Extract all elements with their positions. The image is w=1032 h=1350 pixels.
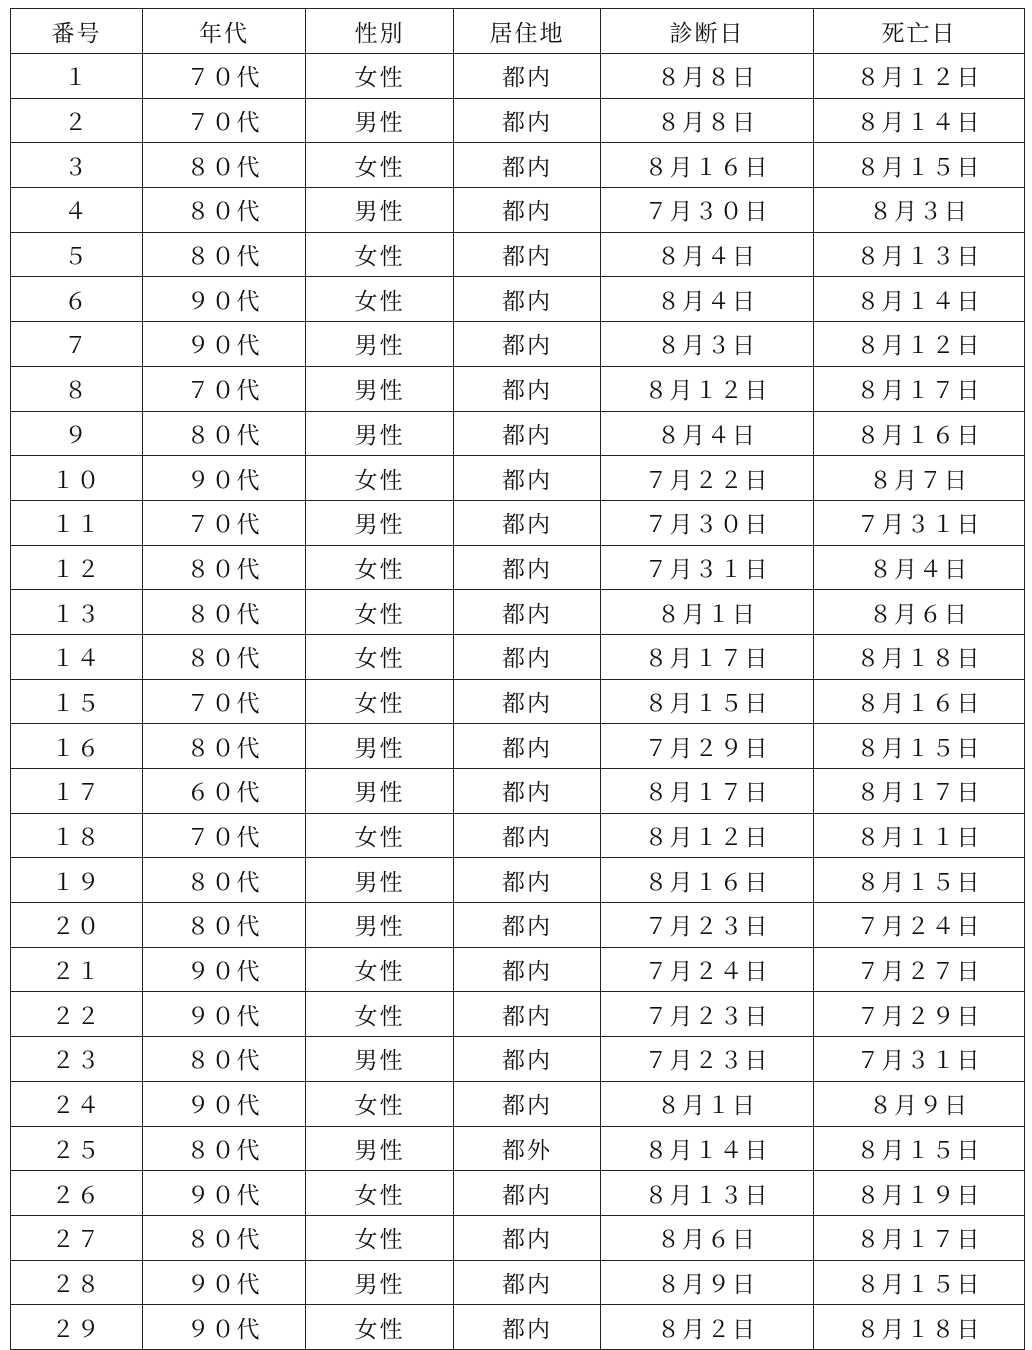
table-row: [11, 500, 1025, 545]
table-row: [11, 232, 1025, 277]
cell-diagnosis-date: ８月８日: [601, 54, 814, 99]
cell-sex: 女性: [306, 813, 454, 858]
cell-diagnosis-date: ８月１６日: [601, 143, 814, 188]
cell-death-date: ８月１７日: [814, 1215, 1025, 1260]
table-row: [11, 813, 1025, 858]
cell-diagnosis-date: ７月３０日: [601, 500, 814, 545]
cell-death-date: ８月１７日: [814, 366, 1025, 411]
cell-number: ２３: [11, 1037, 143, 1082]
cases-table: [10, 8, 1025, 1350]
cell-sex: 男性: [306, 858, 454, 903]
cell-death-date: ８月６日: [814, 590, 1025, 635]
cell-sex: 男性: [306, 903, 454, 948]
cell-diagnosis-date: ８月６日: [601, 1215, 814, 1260]
cell-number: １: [11, 54, 143, 99]
cell-diagnosis-date: ７月２４日: [601, 947, 814, 992]
cell-number: １４: [11, 634, 143, 679]
table-row: [11, 590, 1025, 635]
cell-number: １１: [11, 500, 143, 545]
header-residence: 居住地: [454, 9, 601, 54]
cell-diagnosis-date: ８月１３日: [601, 1171, 814, 1216]
cell-residence: 都内: [454, 500, 601, 545]
table-row: [11, 1171, 1025, 1216]
cell-age-group: ８０代: [143, 1037, 306, 1082]
table-row: [11, 456, 1025, 501]
cell-diagnosis-date: ８月８日: [601, 98, 814, 143]
cell-number: ３: [11, 143, 143, 188]
cell-residence: 都内: [454, 366, 601, 411]
cell-number: ２７: [11, 1215, 143, 1260]
cell-age-group: ９０代: [143, 992, 306, 1037]
cell-diagnosis-date: ８月１２日: [601, 366, 814, 411]
cell-diagnosis-date: ８月１４日: [601, 1126, 814, 1171]
cell-death-date: ８月１１日: [814, 813, 1025, 858]
table-row: [11, 992, 1025, 1037]
cell-age-group: ８０代: [143, 590, 306, 635]
header-death-date: 死亡日: [814, 9, 1025, 54]
cell-residence: 都内: [454, 143, 601, 188]
cell-residence: 都内: [454, 1171, 601, 1216]
table-row: [11, 1081, 1025, 1126]
cell-death-date: ７月２７日: [814, 947, 1025, 992]
cell-number: ４: [11, 188, 143, 233]
cell-death-date: ８月１２日: [814, 54, 1025, 99]
cell-residence: 都内: [454, 277, 601, 322]
cell-age-group: ９０代: [143, 1171, 306, 1216]
cell-age-group: ８０代: [143, 1126, 306, 1171]
table-body: [11, 54, 1025, 1350]
cell-sex: 男性: [306, 1126, 454, 1171]
cell-sex: 女性: [306, 679, 454, 724]
cell-diagnosis-date: ７月２３日: [601, 1037, 814, 1082]
cell-death-date: ８月３日: [814, 188, 1025, 233]
cell-sex: 男性: [306, 411, 454, 456]
cell-residence: 都内: [454, 590, 601, 635]
cell-sex: 女性: [306, 545, 454, 590]
cell-diagnosis-date: ８月１６日: [601, 858, 814, 903]
cell-age-group: ８０代: [143, 545, 306, 590]
table-row: [11, 54, 1025, 99]
cell-residence: 都内: [454, 98, 601, 143]
cell-residence: 都内: [454, 1305, 601, 1350]
cell-number: ６: [11, 277, 143, 322]
cell-death-date: ７月３１日: [814, 1037, 1025, 1082]
cell-sex: 男性: [306, 366, 454, 411]
cell-death-date: ８月４日: [814, 545, 1025, 590]
cell-number: １３: [11, 590, 143, 635]
cell-death-date: ８月１５日: [814, 1260, 1025, 1305]
cell-death-date: ８月１２日: [814, 322, 1025, 367]
table-row: [11, 322, 1025, 367]
cell-diagnosis-date: ７月２２日: [601, 456, 814, 501]
cell-age-group: ８０代: [143, 858, 306, 903]
header-sex: 性別: [306, 9, 454, 54]
cell-residence: 都内: [454, 903, 601, 948]
cell-sex: 男性: [306, 98, 454, 143]
cell-residence: 都内: [454, 1260, 601, 1305]
cell-age-group: ７０代: [143, 813, 306, 858]
cell-death-date: ８月１４日: [814, 277, 1025, 322]
header-row: [11, 9, 1025, 54]
cell-age-group: ８０代: [143, 411, 306, 456]
table-row: [11, 545, 1025, 590]
cell-sex: 男性: [306, 322, 454, 367]
cell-age-group: ７０代: [143, 366, 306, 411]
cell-age-group: ９０代: [143, 1260, 306, 1305]
cell-residence: 都内: [454, 947, 601, 992]
cell-age-group: ８０代: [143, 1215, 306, 1260]
cell-number: １９: [11, 858, 143, 903]
cell-number: １７: [11, 769, 143, 814]
cell-residence: 都内: [454, 1081, 601, 1126]
cell-death-date: ８月１７日: [814, 769, 1025, 814]
cell-diagnosis-date: ７月３０日: [601, 188, 814, 233]
cell-sex: 男性: [306, 724, 454, 769]
table-row: [11, 411, 1025, 456]
cell-residence: 都内: [454, 679, 601, 724]
table-row: [11, 1305, 1025, 1350]
cell-number: ８: [11, 366, 143, 411]
cell-death-date: ７月２４日: [814, 903, 1025, 948]
cell-number: ２４: [11, 1081, 143, 1126]
cell-death-date: ８月１８日: [814, 1305, 1025, 1350]
cell-number: ２９: [11, 1305, 143, 1350]
cell-age-group: ８０代: [143, 724, 306, 769]
cell-number: １０: [11, 456, 143, 501]
cell-sex: 女性: [306, 1081, 454, 1126]
cell-sex: 男性: [306, 1260, 454, 1305]
cell-diagnosis-date: ７月２９日: [601, 724, 814, 769]
cell-diagnosis-date: ８月３日: [601, 322, 814, 367]
cell-residence: 都内: [454, 411, 601, 456]
cell-age-group: ９０代: [143, 456, 306, 501]
cell-residence: 都内: [454, 456, 601, 501]
table-row: [11, 724, 1025, 769]
table-row: [11, 1260, 1025, 1305]
cell-age-group: ８０代: [143, 634, 306, 679]
cell-age-group: ７０代: [143, 500, 306, 545]
cell-residence: 都内: [454, 813, 601, 858]
cell-death-date: ７月３１日: [814, 500, 1025, 545]
cell-residence: 都内: [454, 545, 601, 590]
cell-number: ２０: [11, 903, 143, 948]
cell-number: １６: [11, 724, 143, 769]
cell-age-group: ９０代: [143, 277, 306, 322]
cases-table-container: [10, 8, 1025, 1350]
cell-death-date: ８月１５日: [814, 724, 1025, 769]
table-row: [11, 634, 1025, 679]
cell-sex: 女性: [306, 456, 454, 501]
cell-number: ９: [11, 411, 143, 456]
cell-diagnosis-date: ８月１７日: [601, 769, 814, 814]
cell-diagnosis-date: ８月９日: [601, 1260, 814, 1305]
table-row: [11, 143, 1025, 188]
cell-diagnosis-date: ８月４日: [601, 411, 814, 456]
cell-residence: 都内: [454, 634, 601, 679]
cell-number: ２６: [11, 1171, 143, 1216]
cell-residence: 都内: [454, 188, 601, 233]
cell-death-date: ８月１９日: [814, 1171, 1025, 1216]
cell-age-group: ８０代: [143, 188, 306, 233]
table-row: [11, 98, 1025, 143]
cell-number: ２: [11, 98, 143, 143]
cell-diagnosis-date: ７月３１日: [601, 545, 814, 590]
cell-age-group: ７０代: [143, 98, 306, 143]
cell-diagnosis-date: ８月１日: [601, 1081, 814, 1126]
cell-death-date: ８月１５日: [814, 858, 1025, 903]
cell-number: ２２: [11, 992, 143, 1037]
cell-age-group: ９０代: [143, 322, 306, 367]
cell-death-date: ８月１８日: [814, 634, 1025, 679]
cell-number: ２５: [11, 1126, 143, 1171]
cell-death-date: ８月１５日: [814, 1126, 1025, 1171]
cell-death-date: ８月１６日: [814, 411, 1025, 456]
cell-sex: 女性: [306, 277, 454, 322]
cell-death-date: ８月１５日: [814, 143, 1025, 188]
cell-sex: 女性: [306, 634, 454, 679]
cell-number: ２８: [11, 1260, 143, 1305]
cell-sex: 男性: [306, 1037, 454, 1082]
cell-diagnosis-date: ８月４日: [601, 232, 814, 277]
cell-residence: 都内: [454, 54, 601, 99]
cell-death-date: ８月１３日: [814, 232, 1025, 277]
cell-death-date: ７月２９日: [814, 992, 1025, 1037]
table-row: [11, 1215, 1025, 1260]
cell-age-group: ６０代: [143, 769, 306, 814]
cell-residence: 都内: [454, 858, 601, 903]
cell-age-group: ８０代: [143, 232, 306, 277]
cell-diagnosis-date: ７月２３日: [601, 992, 814, 1037]
cell-age-group: ９０代: [143, 1081, 306, 1126]
cell-number: ２１: [11, 947, 143, 992]
cell-death-date: ８月７日: [814, 456, 1025, 501]
cell-residence: 都外: [454, 1126, 601, 1171]
cell-sex: 女性: [306, 1215, 454, 1260]
cell-sex: 女性: [306, 1171, 454, 1216]
cell-residence: 都内: [454, 724, 601, 769]
cell-sex: 女性: [306, 947, 454, 992]
table-row: [11, 277, 1025, 322]
cell-sex: 女性: [306, 992, 454, 1037]
cell-age-group: ７０代: [143, 679, 306, 724]
header-diagnosis-date: 診断日: [601, 9, 814, 54]
cell-residence: 都内: [454, 1215, 601, 1260]
table-row: [11, 1037, 1025, 1082]
cell-age-group: ８０代: [143, 143, 306, 188]
cell-number: ５: [11, 232, 143, 277]
cell-diagnosis-date: ８月４日: [601, 277, 814, 322]
cell-sex: 男性: [306, 769, 454, 814]
cell-diagnosis-date: ８月１７日: [601, 634, 814, 679]
cell-number: ７: [11, 322, 143, 367]
cell-sex: 女性: [306, 1305, 454, 1350]
table-row: [11, 679, 1025, 724]
cell-number: １５: [11, 679, 143, 724]
table-row: [11, 858, 1025, 903]
cell-sex: 女性: [306, 54, 454, 99]
header-number: 番号: [11, 9, 143, 54]
cell-residence: 都内: [454, 322, 601, 367]
cell-sex: 女性: [306, 143, 454, 188]
header-age-group: 年代: [143, 9, 306, 54]
cell-death-date: ８月１６日: [814, 679, 1025, 724]
cell-age-group: ９０代: [143, 947, 306, 992]
cell-sex: 男性: [306, 500, 454, 545]
table-row: [11, 188, 1025, 233]
cell-diagnosis-date: ８月１２日: [601, 813, 814, 858]
table-header: [11, 9, 1025, 54]
cell-number: １８: [11, 813, 143, 858]
cell-diagnosis-date: ８月１日: [601, 590, 814, 635]
cell-residence: 都内: [454, 232, 601, 277]
table-row: [11, 947, 1025, 992]
cell-residence: 都内: [454, 992, 601, 1037]
table-row: [11, 1126, 1025, 1171]
cell-diagnosis-date: ８月２日: [601, 1305, 814, 1350]
table-row: [11, 903, 1025, 948]
cell-sex: 男性: [306, 188, 454, 233]
cell-diagnosis-date: ８月１５日: [601, 679, 814, 724]
cell-diagnosis-date: ７月２３日: [601, 903, 814, 948]
cell-residence: 都内: [454, 1037, 601, 1082]
cell-residence: 都内: [454, 769, 601, 814]
cell-age-group: ９０代: [143, 1305, 306, 1350]
cell-death-date: ８月９日: [814, 1081, 1025, 1126]
cell-age-group: ７０代: [143, 54, 306, 99]
cell-sex: 女性: [306, 590, 454, 635]
cell-number: １２: [11, 545, 143, 590]
cell-sex: 女性: [306, 232, 454, 277]
cell-death-date: ８月１４日: [814, 98, 1025, 143]
table-row: [11, 366, 1025, 411]
table-row: [11, 769, 1025, 814]
cell-age-group: ８０代: [143, 903, 306, 948]
